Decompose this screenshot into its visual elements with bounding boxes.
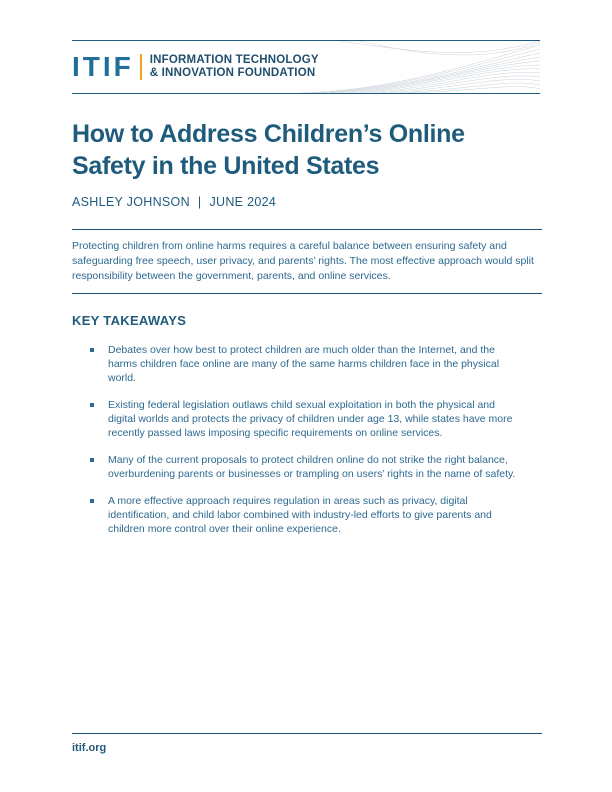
- website-link[interactable]: itif.org: [72, 742, 107, 754]
- logo-divider: [140, 54, 142, 80]
- org-name-line-2: & INNOVATION FOUNDATION: [149, 67, 316, 79]
- bullet-icon: [90, 499, 94, 503]
- report-title: How to Address Children’s Online Safety in the United States: [72, 120, 465, 180]
- logo-mark: ITIF: [72, 51, 134, 82]
- byline: [72, 195, 276, 209]
- footer-rule: [72, 733, 542, 734]
- list-item: [90, 494, 522, 536]
- summary-top-rule: [72, 229, 542, 230]
- list-item: [90, 398, 522, 440]
- key-takeaways-list: [90, 343, 522, 549]
- org-name: [150, 54, 319, 80]
- takeaway-text: A more effective approach requires regulation in areas such as privacy, digital identification, and child labor combined with industry-led efforts to give parents and children more control over their online experience.: [108, 495, 492, 535]
- key-takeaways-heading: KEY TAKEAWAYS: [72, 313, 187, 328]
- list-item: [90, 453, 522, 481]
- bullet-icon: [90, 348, 94, 352]
- header-bottom-rule: [72, 93, 540, 94]
- org-name-line-1: INFORMATION TECHNOLOGY: [149, 54, 319, 66]
- summary-text: Protecting children from online harms requires a careful balance between ensuring safety and safeguarding free speech, user privacy, and parents’ rights. The most effective approach would split responsibility between the government, parents, and online services.: [72, 240, 534, 282]
- bullet-icon: [90, 403, 94, 407]
- takeaway-text: Existing federal legislation outlaws child sexual exploitation in both the physical and digital worlds and protects the privacy of children under age 13, while states have more recently passed laws imposing specific requirements on online services.: [108, 399, 513, 439]
- bullet-icon: [90, 458, 94, 462]
- byline-separator: |: [197, 195, 202, 209]
- header-decorative-lines: [300, 41, 540, 93]
- author-name: ASHLEY JOHNSON: [72, 195, 190, 209]
- itif-logo: [72, 52, 319, 82]
- takeaway-text: Many of the current proposals to protect children online do not strike the right balance, overburdening parents or businesses or trampling on users’ rights in the name of safety.: [108, 454, 516, 480]
- list-item: [90, 343, 522, 385]
- publication-date: JUNE 2024: [209, 195, 277, 209]
- summary-bottom-rule: [72, 293, 542, 294]
- takeaway-text: Debates over how best to protect children are much older than the Internet, and the harms children face online are many of the same harms children face in the physical world.: [108, 344, 500, 384]
